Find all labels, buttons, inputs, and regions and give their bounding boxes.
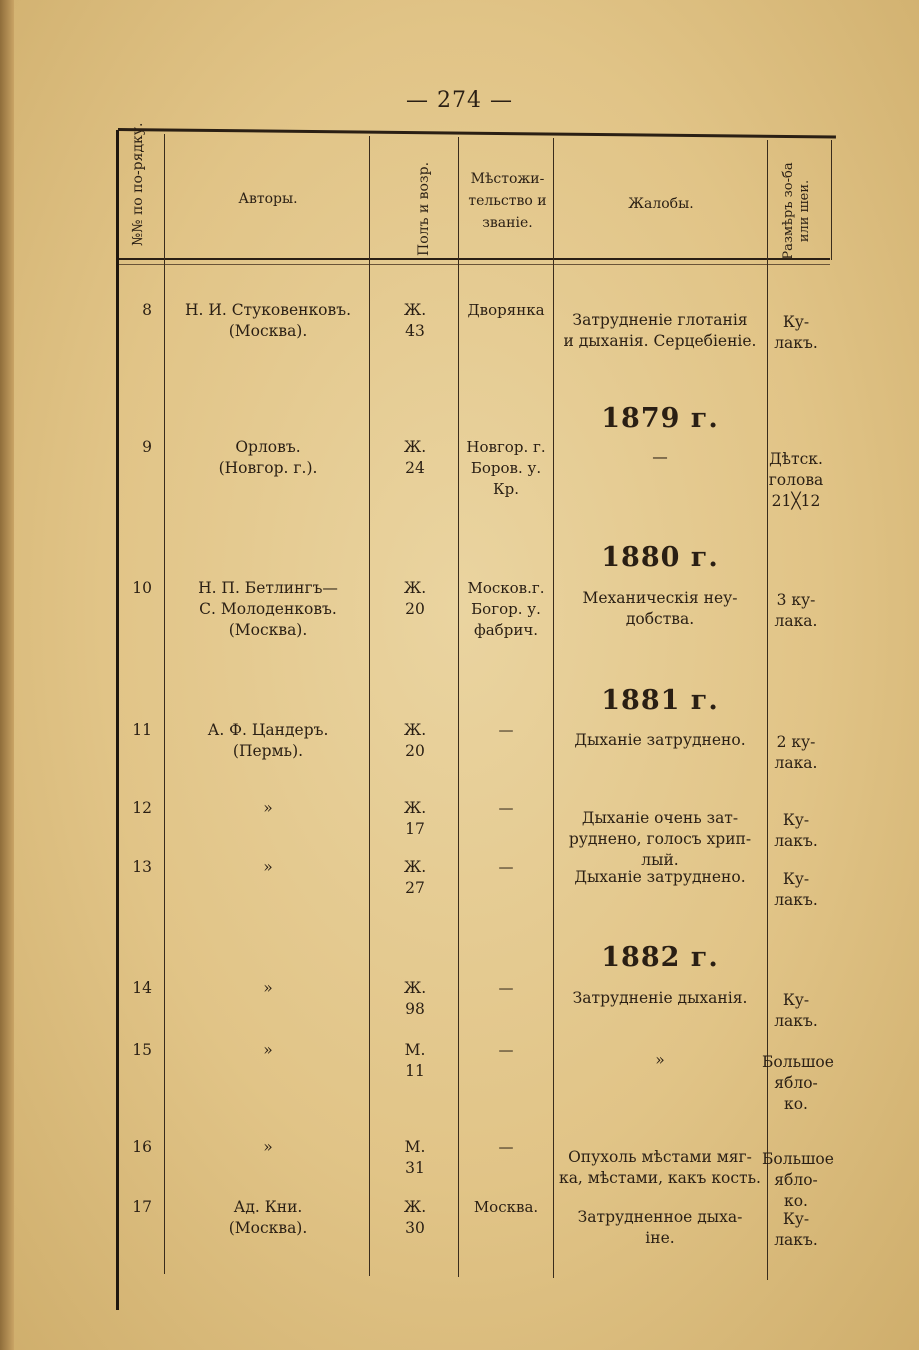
header-residence: Мѣстожи- тельство и званіе. — [468, 171, 547, 231]
row-size — [762, 590, 830, 632]
year-heading-1880: 1880 г. — [601, 542, 719, 573]
row-size-line: лакъ. — [774, 334, 818, 352]
header-bottom-rule-2 — [118, 264, 830, 265]
row-number — [116, 720, 152, 741]
row-author — [168, 578, 368, 641]
row-author-line: (Пермь). — [232, 742, 304, 760]
row-complaints — [554, 730, 766, 751]
row-sex-age-line: 17 — [405, 820, 425, 838]
row-number-line: 16 — [132, 1138, 152, 1156]
row-size-line: Большое — [762, 1150, 834, 1168]
row-complaints-line: Дыханіе затруднено. — [574, 868, 746, 886]
row-number-line: 15 — [132, 1041, 152, 1059]
row-size-line: Большое — [762, 1053, 834, 1071]
row-author — [168, 798, 368, 819]
row-residence — [458, 857, 554, 878]
row-number — [116, 978, 152, 999]
col-divider-6 — [831, 140, 832, 260]
header-authors: Авторы. — [238, 191, 298, 207]
row-residence — [458, 720, 554, 741]
row-complaints — [554, 867, 766, 888]
row-residence — [458, 300, 554, 321]
row-residence-line: Кр. — [493, 480, 519, 498]
row-author-line: (Москва). — [228, 621, 308, 639]
row-sex-age-line: Ж. — [403, 438, 427, 456]
year-heading-1879: 1879 г. — [601, 403, 719, 434]
row-number — [116, 578, 152, 599]
header-size: Размѣръ зо-ба или шеи. — [781, 162, 812, 260]
row-size — [762, 449, 830, 512]
row-author — [168, 978, 368, 999]
row-number — [116, 1137, 152, 1158]
page-number: — 274 — — [406, 88, 513, 113]
row-residence-line: — — [498, 721, 514, 739]
row-number-line: 13 — [132, 858, 152, 876]
row-size — [762, 810, 830, 852]
row-sex-age-line: 27 — [405, 879, 425, 897]
row-sex-age — [372, 1040, 458, 1082]
row-number-line: 8 — [142, 301, 152, 319]
row-residence — [458, 978, 554, 999]
row-residence-line: — — [498, 979, 514, 997]
row-residence-line: — — [498, 799, 514, 817]
row-number — [116, 798, 152, 819]
year-heading-1882: 1882 г. — [601, 942, 719, 973]
row-number-line: 9 — [142, 438, 152, 456]
row-sex-age — [372, 437, 458, 479]
row-author-line: (Москва). — [228, 322, 308, 340]
row-sex-age-line: М. — [404, 1041, 426, 1059]
row-number-line: 17 — [132, 1198, 152, 1216]
col-divider-2 — [369, 136, 370, 1276]
row-residence-line: Богор. у. — [471, 600, 541, 618]
row-residence — [458, 1137, 554, 1158]
row-size-line: 21╳12 — [771, 492, 821, 510]
row-sex-age — [372, 1137, 458, 1179]
row-complaints-line: Дыханіе затруднено. — [574, 731, 746, 749]
row-sex-age-line: Ж. — [403, 1198, 427, 1216]
row-complaints-line: Механическія неу- — [582, 589, 738, 607]
row-size-line: ябло- — [774, 1074, 818, 1092]
header-bottom-rule — [118, 258, 830, 260]
row-residence-line: — — [498, 1138, 514, 1156]
row-complaints — [554, 1207, 766, 1249]
row-author-line: (Москва). — [228, 1219, 308, 1237]
row-sex-age-line: Ж. — [403, 858, 427, 876]
row-size-line: Ку- — [782, 991, 810, 1009]
row-complaints — [554, 988, 766, 1009]
row-author — [168, 300, 368, 342]
row-author-line: Н. П. Бетлингъ— — [198, 579, 338, 597]
table-top-rule — [118, 128, 836, 139]
row-complaints — [554, 808, 766, 871]
row-author-line: Н. И. Стуковенковъ. — [184, 301, 352, 319]
row-size-line: лакъ. — [774, 832, 818, 850]
row-number-line: 14 — [132, 979, 152, 997]
row-author-line: А. Ф. Цандеръ. — [207, 721, 329, 739]
row-sex-age — [372, 720, 458, 762]
row-author — [168, 437, 368, 479]
row-size-line: ко. — [784, 1192, 808, 1210]
row-size — [762, 990, 830, 1032]
row-residence — [458, 578, 554, 641]
row-sex-age-line: 43 — [405, 322, 425, 340]
row-author — [168, 1137, 368, 1158]
row-author-line: Ад. Кни. — [233, 1198, 303, 1216]
row-sex-age — [372, 978, 458, 1020]
row-size-line: ябло- — [774, 1171, 818, 1189]
row-size — [762, 869, 830, 911]
row-complaints-line: Дыханіе очень зат- — [581, 809, 739, 827]
row-residence — [458, 437, 554, 500]
row-size — [762, 1209, 830, 1251]
row-sex-age — [372, 1197, 458, 1239]
row-sex-age — [372, 300, 458, 342]
row-size-line: 3 ку- — [776, 591, 816, 609]
row-residence-line: Москва. — [473, 1198, 539, 1216]
row-size — [762, 312, 830, 354]
row-sex-age-line: Ж. — [403, 301, 427, 319]
row-number — [116, 300, 152, 321]
row-size-line: голова — [768, 471, 824, 489]
row-sex-age-line: 20 — [405, 742, 425, 760]
row-author — [168, 1040, 368, 1061]
row-number — [116, 437, 152, 458]
row-author-line: » — [263, 1041, 273, 1059]
row-size-line: Ку- — [782, 313, 810, 331]
row-author — [168, 857, 368, 878]
row-number-line: 10 — [132, 579, 152, 597]
row-complaints-line: Затрудненіе дыханія. — [572, 989, 748, 1007]
row-size-line: лакъ. — [774, 1231, 818, 1249]
row-complaints — [554, 447, 766, 468]
row-complaints-line: » — [655, 1051, 665, 1069]
row-size-line: Ку- — [782, 1210, 810, 1228]
row-sex-age-line: 31 — [405, 1159, 425, 1177]
row-sex-age — [372, 798, 458, 840]
row-residence-line: — — [498, 858, 514, 876]
row-complaints-line: Опухоль мѣстами мяг- — [568, 1148, 752, 1166]
row-size-line: лакъ. — [774, 1012, 818, 1030]
row-author-line: Орловъ. — [235, 438, 301, 456]
header-number: №№ по по-рядку. — [130, 122, 146, 246]
year-heading-1881: 1881 г. — [601, 685, 719, 716]
row-size-line: лака. — [774, 612, 818, 630]
row-complaints — [554, 310, 766, 352]
row-size-line: 2 ку- — [776, 733, 816, 751]
row-complaints — [554, 1050, 766, 1071]
row-author-line: » — [263, 858, 273, 876]
row-size — [762, 1052, 834, 1115]
row-complaints-line: ка, мѣстами, какъ кость. — [559, 1169, 761, 1187]
row-residence — [458, 798, 554, 819]
row-size-line: Ку- — [782, 811, 810, 829]
row-author — [168, 1197, 368, 1239]
row-sex-age-line: 24 — [405, 459, 425, 477]
row-complaints-line: Затрудненное дыха- — [577, 1208, 743, 1226]
row-sex-age-line: 20 — [405, 600, 425, 618]
row-residence-line: — — [498, 1041, 514, 1059]
row-residence-line: фабрич. — [474, 621, 538, 639]
row-author-line: (Новгор. г.). — [218, 459, 318, 477]
row-sex-age-line: 11 — [405, 1062, 425, 1080]
row-residence-line: Дворянка — [467, 301, 545, 319]
col-divider-1 — [164, 134, 165, 1274]
row-author-line: » — [263, 1138, 273, 1156]
row-author-line: » — [263, 799, 273, 817]
row-author-line: С. Молоденковъ. — [199, 600, 337, 618]
row-number — [116, 857, 152, 878]
row-residence-line: Москов.г. — [467, 579, 545, 597]
row-size-line: Дѣтск. — [769, 450, 823, 468]
row-complaints-line: — — [652, 448, 668, 466]
row-size — [762, 732, 830, 774]
row-complaints-line: добства. — [625, 610, 695, 628]
row-author-line: » — [263, 979, 273, 997]
row-number-line: 11 — [132, 721, 152, 739]
row-residence-line: Новгор. г. — [466, 438, 546, 456]
row-complaints-line: лый. — [641, 851, 679, 869]
row-complaints — [554, 1147, 766, 1189]
row-number-line: 12 — [132, 799, 152, 817]
row-sex-age — [372, 578, 458, 620]
page-binding-edge — [0, 0, 14, 1350]
row-sex-age-line: Ж. — [403, 721, 427, 739]
row-complaints-line: іне. — [645, 1229, 675, 1247]
row-size-line: Ку- — [782, 870, 810, 888]
row-sex-age-line: Ж. — [403, 799, 427, 817]
row-residence — [458, 1040, 554, 1061]
row-sex-age-line: 30 — [405, 1219, 425, 1237]
header-sex-age: Полъ и возр. — [416, 161, 432, 256]
row-complaints-line: и дыханія. Серцебіеніе. — [563, 332, 757, 350]
row-sex-age-line: М. — [404, 1138, 426, 1156]
row-residence — [458, 1197, 554, 1218]
row-size-line: лака. — [774, 754, 818, 772]
row-sex-age-line: Ж. — [403, 579, 427, 597]
row-sex-age-line: Ж. — [403, 979, 427, 997]
header-complaints: Жалобы. — [628, 196, 694, 212]
row-number — [116, 1040, 152, 1061]
row-author — [168, 720, 368, 762]
row-sex-age-line: 98 — [405, 1000, 425, 1018]
row-complaints-line: руднено, голосъ хрип- — [568, 830, 752, 848]
row-sex-age — [372, 857, 458, 899]
row-size-line: ко. — [784, 1095, 808, 1113]
row-number — [116, 1197, 152, 1218]
row-size — [762, 1149, 834, 1212]
row-complaints-line: Затрудненіе глотанія — [572, 311, 748, 329]
row-residence-line: Боров. у. — [470, 459, 542, 477]
row-complaints — [554, 588, 766, 630]
row-size-line: лакъ. — [774, 891, 818, 909]
